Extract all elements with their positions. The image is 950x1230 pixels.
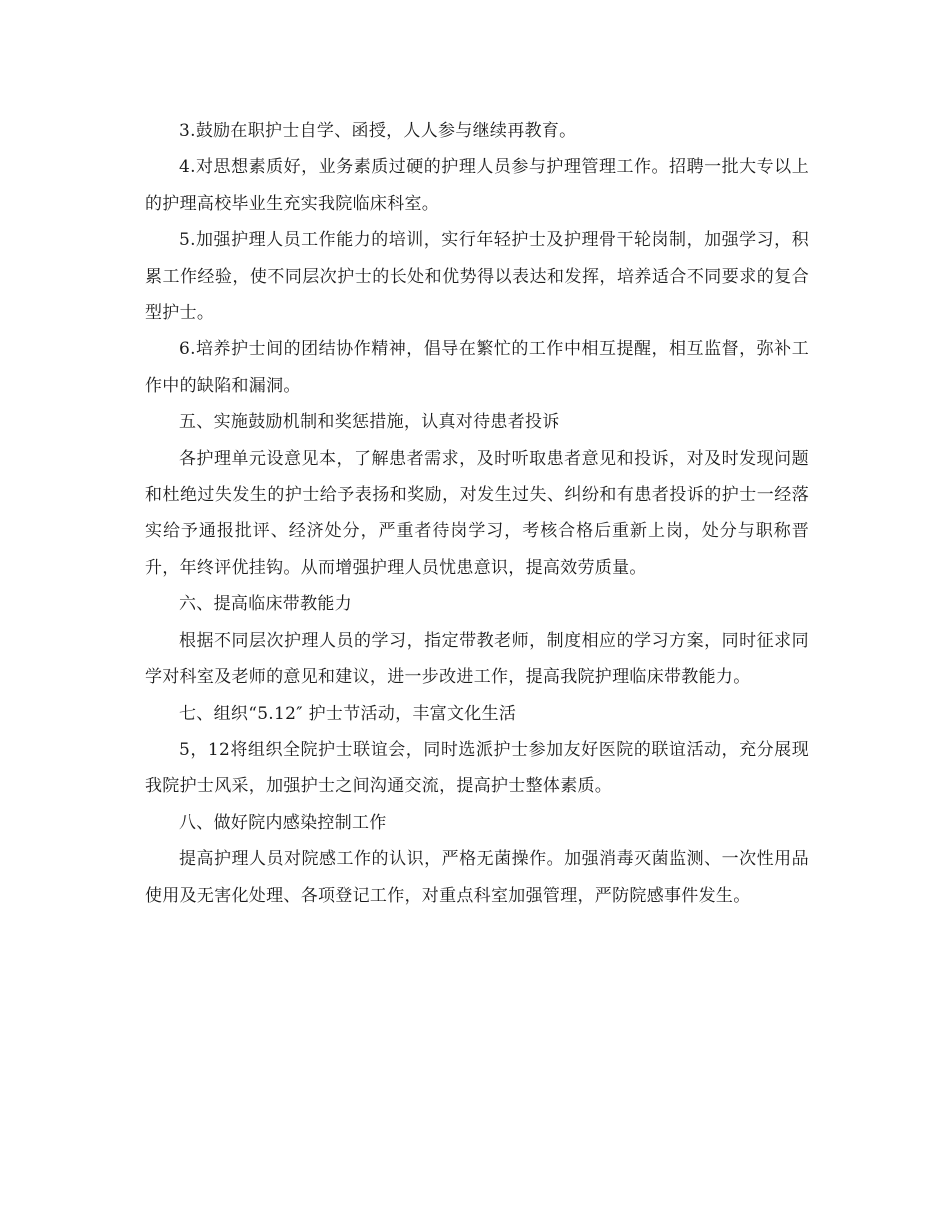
section-heading-8: 八、做好院内感染控制工作 — [179, 812, 387, 833]
section-5-body: 各护理单元设意见本，了解患者需求，及时听取患者意见和投诉，对及时发现问题和杜绝过失发生的护士给予表扬和奖励，对发生过失、纠纷和有患者投诉的护士一经落实给予通报批评、经济处分，严重者待岗学习，考核合格后重新上岗，处分与职称晋升，年终评优挂钩。从而增强护理人员忧患意识，提高效劳质量。 — [145, 448, 809, 578]
section-7-body: 5，12将组织全院护士联谊会，同时选派护士参加友好医院的联谊活动，充分展现我院护士风采，加强护士之间沟通交流，提高护士整体素质。 — [145, 739, 809, 797]
section-6-body: 根据不同层次护理人员的学习，指定带教老师，制度相应的学习方案，同时征求同学对科室及老师的意见和建议，进一步改进工作，提高我院护理临床带教能力。 — [145, 630, 809, 688]
section-heading-6: 六、提高临床带教能力 — [179, 594, 352, 615]
paragraph-item-6: 6.培养护士间的团结协作精神，倡导在繁忙的工作中相互提醒，相互监督，弥补工作中的缺陷和漏洞。 — [145, 339, 809, 396]
paragraph-item-4: 4.对思想素质好，业务素质过硬的护理人员参与护理管理工作。招聘一批大专以上的护理高校毕业生充实我院临床科室。 — [145, 157, 809, 214]
paragraph-item-5: 5.加强护理人员工作能力的培训，实行年轻护士及护理骨干轮岗制，加强学习，积累工作经验，使不同层次护士的长处和优势得以表达和发挥，培养适合不同要求的复合型护士。 — [145, 230, 809, 324]
paragraph-item-3: 3.鼓励在职护士自学、函授，人人参与继续再教育。 — [179, 121, 577, 141]
section-heading-7: 七、组织“5.12″ 护士节活动，丰富文化生活 — [179, 703, 517, 724]
section-8-body: 提高护理人员对院感工作的认识，严格无菌操作。加强消毒灭菌监测、一次性用品使用及无害化处理、各项登记工作，对重点科室加强管理，严防院感事件发生。 — [145, 849, 809, 906]
document-page — [145, 113, 809, 914]
section-heading-5: 五、实施鼓励机制和奖惩措施，认真对待患者投诉 — [179, 412, 560, 433]
